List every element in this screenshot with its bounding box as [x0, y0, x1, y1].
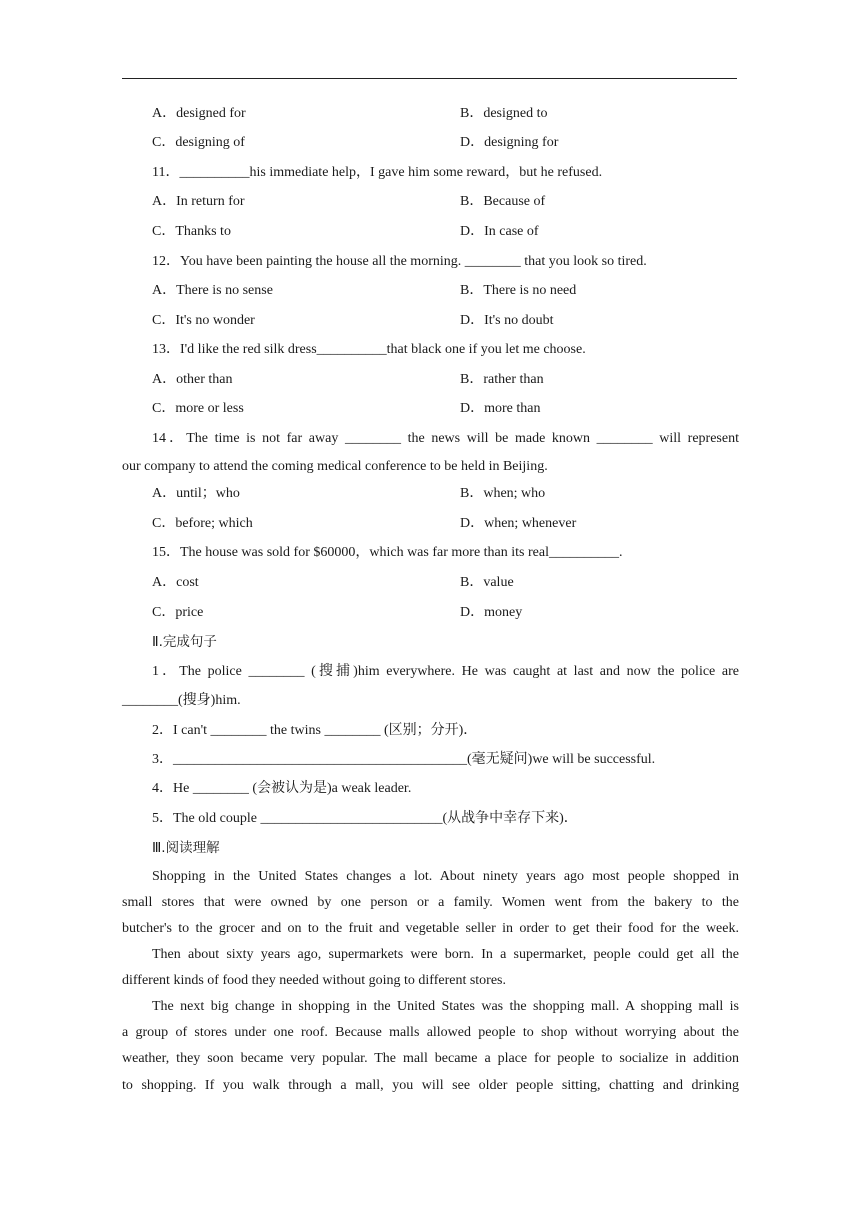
section2-sentence1-line2: ________(搜身)him. [122, 693, 241, 708]
section2-sentence1-line1: 1．The police ________ (搜捕)him everywhere. He was caught at last and now the police are [152, 664, 739, 679]
q13-option-d: D．more than [460, 401, 541, 416]
section3-title: Ⅲ.阅读理解 [152, 840, 220, 856]
section2-sentence3: 3．__________________________________________(毫无疑问)we will be successful. [152, 752, 656, 767]
q10-option-b: B．designed to [460, 106, 548, 121]
q14-option-d: D．when; whenever [460, 516, 577, 531]
q13-option-c: C．more or less [152, 401, 244, 416]
q12-stem: 12．You have been painting the house all the morning. ________ that you look so tired. [152, 254, 647, 269]
q12-option-a: A．There is no sense [152, 283, 273, 298]
passage-p1-line3: butcher's to the grocer and on to the fruit and vegetable seller in order to get their food for the week. [122, 921, 739, 936]
q10-option-a: A．designed for [152, 106, 246, 121]
q15-option-b: B．value [460, 575, 514, 590]
q13-stem: 13．I'd like the red silk dress__________that black one if you let me choose. [152, 342, 586, 357]
passage-p3-line2: a group of stores under one roof. Because malls allowed people to shop without worrying about the [122, 1025, 739, 1040]
q11-option-d: D．In case of [460, 224, 539, 239]
q13-option-a: A．other than [152, 372, 233, 387]
q11-stem: 11．__________his immediate help，I gave him some reward，but he refused. [152, 165, 603, 180]
passage-p3-line3: weather, they soon became very popular. The mall became a place for people to socialize in addition [122, 1051, 739, 1066]
q11-option-c: C．Thanks to [152, 224, 231, 239]
q10-option-c: C．designing of [152, 135, 245, 150]
section2-sentence2: 2．I can't ________ the twins ________ (区别；分开)． [152, 723, 478, 738]
q14-stem-line2: our company to attend the coming medical conference to be held in Beijing. [122, 459, 548, 474]
q14-stem-line1: 14．The time is not far away ________ the news will be made known ________ will represent [152, 431, 739, 446]
passage-p3-line1: The next big change in shopping in the United States was the shopping mall. A shopping mall is [152, 999, 739, 1014]
q15-stem: 15．The house was sold for $60000，which was far more than its real__________. [152, 545, 623, 560]
q11-option-a: A．In return for [152, 194, 245, 209]
q11-option-b: B．Because of [460, 194, 546, 209]
section2-sentence4: 4．He ________ (会被认为是)a weak leader. [152, 781, 412, 796]
q14-option-c: C．before; which [152, 516, 253, 531]
passage-p2-line1: Then about sixty years ago, supermarkets were born. In a supermarket, people could get all the [152, 947, 739, 962]
section2-title: Ⅱ.完成句子 [152, 634, 217, 650]
passage-p2-line2: different kinds of food they needed without going to different stores. [122, 973, 507, 988]
header-rule [122, 78, 737, 79]
passage-p1-line2: small stores that were owned by one person or a family. Women went from the bakery to the [122, 895, 739, 910]
q14-option-a: A．until；who [152, 486, 240, 501]
passage-p3-line4: to shopping. If you walk through a mall, you will see older people sitting, chatting and drinking [122, 1078, 739, 1093]
q13-option-b: B．rather than [460, 372, 544, 387]
q15-option-d: D．money [460, 605, 523, 620]
q10-option-d: D．designing for [460, 135, 559, 150]
q15-option-a: A．cost [152, 575, 199, 590]
section2-sentence5: 5．The old couple __________________________(从战争中幸存下来)． [152, 811, 578, 826]
q15-option-c: C．price [152, 605, 204, 620]
q12-option-c: C．It's no wonder [152, 313, 255, 328]
passage-p1-line1: Shopping in the United States changes a lot. About ninety years ago most people shopped in [152, 869, 739, 884]
q12-option-b: B．There is no need [460, 283, 577, 298]
q14-option-b: B．when; who [460, 486, 546, 501]
q12-option-d: D．It's no doubt [460, 313, 554, 328]
